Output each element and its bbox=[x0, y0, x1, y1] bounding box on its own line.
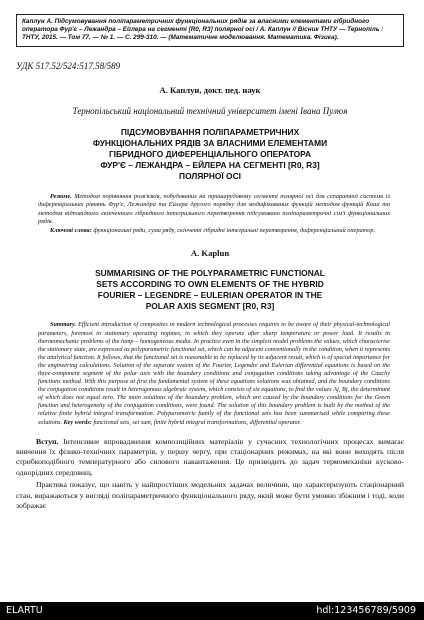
intro-text: Інтенсивне впровадження композиційних матеріалів у сучасних технологічних процесах вимагає вивчення їх фізико-технічних параметрів, у першу чергу, при стаціонарних режимах, на які вони виходять після стрибкоподібного температурного або силового навантаження. Це призводить до задач термомеханіки кусково-однорідних середовищ. bbox=[16, 436, 405, 477]
title-en-line: SUMMARISING OF THE POLYPARAMETRIC FUNCTIONAL bbox=[95, 267, 325, 278]
key-words-text: functional sets, set sum, finite hybrid integral transformations, differential operator. bbox=[93, 418, 301, 426]
abstract-ua bbox=[38, 193, 390, 227]
keywords-text: функціональні ряди, сума ряду, скінченні гібридні інтегральні перетворення, диференціальний оператор. bbox=[93, 227, 376, 234]
summary-text: Efficient introduction of composites in modern technological processes requires to be aware of their physical-technological parameters, foremost in stationary operating regimes, in which they operate after sharp temperature or power load. It results in thermomechanic problems of the lump – homogeneous media. In practice even in the simplest model problems the values, which characterise the stationary state, are expressed as polyparametric functional set, which can be adjacent conventionally in the condition, when it represents the analytical function. It follows, that the functional set is reasonable to be replaced by its adjacent result, which is of special importance for the engineering calculations. Solution of the separate system of the Fourier, Legendre and Eulerian differential equations is based on the three-component segment of the polar axis with the boundary conditions and conjugation conditions taking advantage of the Cauchy functions method. With this purpose at first the fundamental system of these equations solutions was obtained, and the boundary conditions the conjugation conditions result in heterogonous algebraic system, which consists of six equations, to find the values Aj, Bj, the determinant of which does not equal zero. The main solutions of the boundary problem, which are caused by the boundary conditions for the Green function and heterogeneity of the conjugation conditions, were found. The solution of this boundary problem is built by the method of the relative finite hybrid integral transformation. Polyparametric family of the functional sets has been summarised while comparing these solutions. bbox=[38, 321, 390, 426]
intro-label: Вступ. bbox=[36, 436, 59, 446]
footer-handle: hdl:123456789/5909 bbox=[316, 605, 416, 616]
keywords-ua bbox=[38, 227, 390, 236]
intro-paragraph bbox=[16, 437, 404, 479]
author-ua: А. Каплун, докт. пед. наук bbox=[159, 84, 261, 95]
key-words-label: Key words: bbox=[63, 418, 92, 426]
title-ua-line: ФУР'Є – ЛЕЖАНДРА – ЕЙЛЕРА НА СЕГМЕНТІ [R0, R3] bbox=[100, 160, 320, 171]
title-en bbox=[16, 268, 404, 313]
title-ua-line: ФУНКЦІОНАЛЬНИХ РЯДІВ ЗА ВЛАСНИМИ ЕЛЕМЕНТАМИ bbox=[92, 137, 328, 148]
page-content bbox=[16, 14, 404, 594]
title-en-line: POLAR AXIS SEGMENT [R0, R3] bbox=[145, 301, 275, 312]
udc-code: УДК 517.52/524:517.58/589 bbox=[16, 60, 121, 71]
title-ua bbox=[16, 127, 404, 183]
keywords-label: Ключові слова: bbox=[50, 227, 92, 234]
author-en: A. Kaplun bbox=[190, 247, 230, 258]
abstract-text: Методом порівняння розв'язків, побудованих на тришарудовому сегменті полярної осі для сепаратної системи із диференціальних рівнянь Фур'є, Лежандра та Ейлера другого порядку для модифікованих функцій методом функцій Коші та методом відповідного скінченного гібридного інтегрального перетворення підсумовано поліпараметричні сім'ї функціональних рядів. bbox=[38, 192, 391, 226]
affiliation: Тернопільський національний технічний університет імені Івана Пулюя bbox=[72, 105, 348, 116]
second-paragraph: Практика показує, що навіть у найпростіших модельних задачах величини, що характеризують стаціонарний стан, виражаються у вигляді поліпараметричного функціонального ряду, який може бути умовно збіжним і тоді, коли зображає bbox=[16, 480, 404, 511]
summary-label: Summary. bbox=[50, 321, 77, 329]
citation-box: Каплун А. Підсумовування поліпараметричних функціональних рядів за власними елементами гібридного оператора Фур'є – Лежандра – Ейлера на сегменті [R0, R3] полярної осі / А. Каплун // Вісник ТНТУ — Тернопіль : ТНТУ, 2015. — Том 77. — № 1. — С. 299-310. — (Математичне моделювання. Математика. Фізика). bbox=[16, 14, 404, 47]
footer-repository-name: ELARTU bbox=[6, 605, 43, 616]
title-ua-line: ПІДСУМОВУВАННЯ ПОЛІПАРАМЕТРИЧНИХ bbox=[120, 126, 300, 137]
repository-footer bbox=[0, 602, 424, 620]
abstract-label: Резюме. bbox=[50, 192, 72, 200]
title-en-line: FOURIER – LEGENDRE – EULERIAN OPERATOR IN THE bbox=[97, 290, 323, 300]
title-ua-line: ГІБРИДНОГО ДИФЕРЕНЦІАЛЬНОГО ОПЕРАТОРА bbox=[108, 149, 312, 160]
title-en-line: SETS ACCORDING TO OWN ELEMENTS OF THE HYBRID bbox=[96, 278, 324, 289]
title-ua-line: ПОЛЯРНОЇ ОСІ bbox=[179, 171, 241, 182]
summary-en bbox=[38, 321, 390, 426]
